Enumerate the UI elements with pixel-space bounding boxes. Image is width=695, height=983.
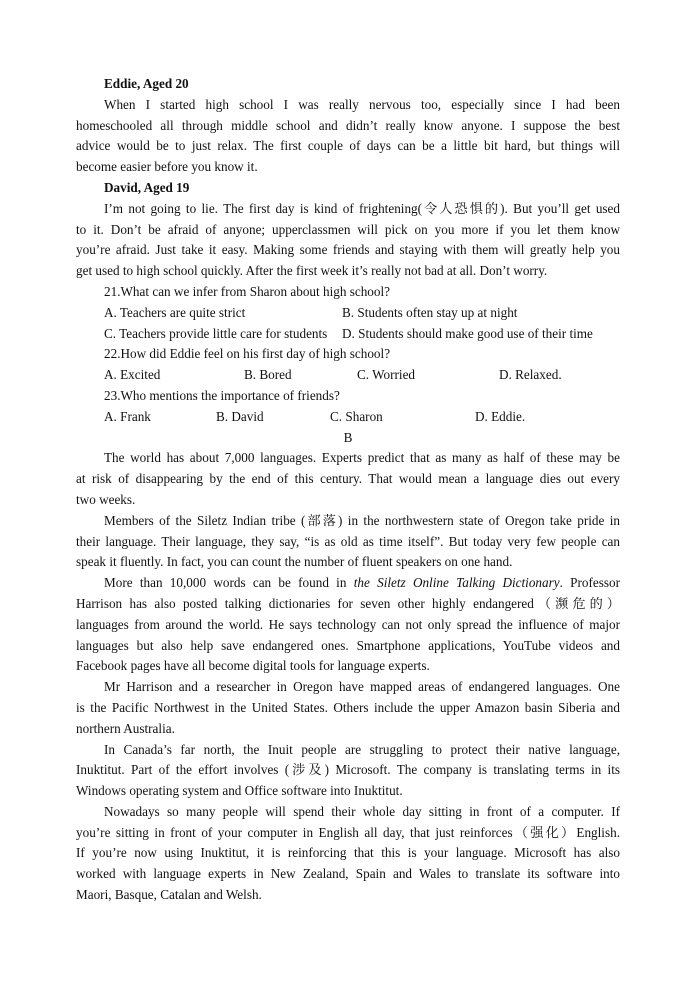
david-paragraph	[76, 199, 620, 282]
text-line: to it. Don’t be afraid of anyone; upperclassmen will pick on you more if you let them know	[76, 221, 620, 237]
text-line: two weeks.	[76, 491, 136, 507]
text-line: at risk of disappearing by the end of this century. That would mean a language dies out every	[76, 471, 620, 487]
text-line: Windows operating system and Office software into Inuktitut.	[76, 783, 403, 799]
text-line: speak it fluently. In fact, you can count the number of fluent speakers on one hand.	[76, 554, 513, 570]
dictionary-title: the Siletz Online Talking Dictionary	[353, 575, 560, 591]
option-b: B. Students often stay up at night	[342, 304, 518, 320]
text-line: homeschooled all through middle school and didn’t really know anyone. I suppose the best	[76, 117, 620, 133]
text-line: If you’re now using Inuktitut, it is reinforcing that this is your language. Microsoft has also	[76, 845, 620, 861]
eddie-heading: Eddie, Aged 20	[104, 76, 189, 91]
document-page	[76, 74, 620, 906]
text-line: Maori, Basque, Catalan and Welsh.	[76, 887, 262, 903]
text-line: become easier before you know it.	[76, 159, 258, 175]
david-heading: David, Aged 19	[104, 179, 190, 195]
eddie-paragraph	[76, 95, 620, 178]
option-b: B. David	[216, 408, 264, 424]
question-stem: 23.Who mentions the importance of friends?	[104, 387, 340, 403]
option-c: C. Sharon	[330, 408, 383, 424]
text-line: When I started high school I was really nervous too, especially since I had been	[104, 96, 620, 112]
options-row	[76, 365, 620, 386]
question-stem: 22.How did Eddie feel on his first day of high school?	[104, 346, 391, 362]
text-line	[76, 573, 620, 594]
text-line: In Canada’s far north, the Inuit people are struggling to protect their native language,	[104, 741, 620, 757]
text-line: their language. Their language, they say, “is as old as time itself”. But today very few people can	[76, 533, 620, 549]
text-line: advice would be to just relax. The first couple of days can be a little bit hard, but things will	[76, 138, 620, 154]
paragraph-3	[76, 573, 620, 677]
option-a: A. Teachers are quite strict	[104, 304, 246, 320]
paragraph-4	[76, 677, 620, 739]
option-d: D. Students should make good use of their time	[342, 325, 593, 341]
option-c: C. Teachers provide little care for students	[104, 325, 328, 341]
question-22	[76, 344, 620, 386]
option-d: D. Eddie.	[475, 408, 526, 424]
section-label: B	[343, 429, 353, 445]
text-line: is the Pacific Northwest in the United States. Others include the upper Amazon basin Siberia and	[76, 699, 620, 715]
question-stem: 21.What can we infer from Sharon about high school?	[104, 283, 391, 299]
text-line: Inuktitut. Part of the effort involves (涉及) Microsoft. The company is translating terms in its	[76, 762, 620, 778]
text-line: The world has about 7,000 languages. Experts predict that as many as half of these may be	[104, 450, 620, 466]
option-c: C. Worried	[357, 367, 416, 383]
text-run: More than 10,000 words can be found in	[104, 575, 354, 591]
text-line: Facebook pages have all become digital tools for language experts.	[76, 658, 430, 674]
text-line: get used to high school quickly. After the first week it’s really not bad at all. Don’t worry.	[76, 263, 548, 279]
text-line: you’re afraid. Just take it easy. Making some friends and staying with them will greatly help you	[76, 242, 620, 258]
options-row	[76, 407, 620, 428]
text-line: Mr Harrison and a researcher in Oregon have mapped areas of endangered languages. One	[104, 679, 620, 695]
options-row	[76, 303, 620, 324]
options-row	[76, 324, 620, 345]
option-a: A. Frank	[104, 408, 151, 424]
option-b: B. Bored	[244, 367, 292, 383]
text-line: northern Australia.	[76, 720, 175, 736]
text-line: Members of the Siletz Indian tribe (部落) in the northwestern state of Oregon take pride in	[104, 512, 620, 528]
text-line: worked with language experts in New Zealand, Spain and Wales to translate its software into	[76, 866, 620, 882]
text-line: languages from around the world. He says technology can not only spread the influence of major	[76, 616, 620, 632]
paragraph-1	[76, 448, 620, 510]
option-a: A. Excited	[104, 367, 161, 383]
question-23	[76, 386, 620, 428]
paragraph-5	[76, 740, 620, 802]
text-line: languages but also help save endangered ones. Smartphone applications, YouTube videos and	[76, 637, 620, 653]
question-21	[76, 282, 620, 344]
text-run: . Professor	[559, 575, 620, 591]
text-line: Nowadays so many people will spend their whole day sitting in front of a computer. If	[104, 803, 620, 819]
option-d: D. Relaxed.	[499, 367, 562, 383]
paragraph-2	[76, 511, 620, 573]
text-line: Harrison has also posted talking dictionaries for seven other highly endangered（濒危的）	[76, 595, 620, 611]
text-line: you’re sitting in front of your computer in English all day, that just reinforces（强化）English.	[76, 824, 620, 840]
paragraph-6	[76, 802, 620, 906]
text-line: I’m not going to lie. The first day is kind of frightening(令人恐惧的). But you’ll get used	[104, 200, 620, 216]
